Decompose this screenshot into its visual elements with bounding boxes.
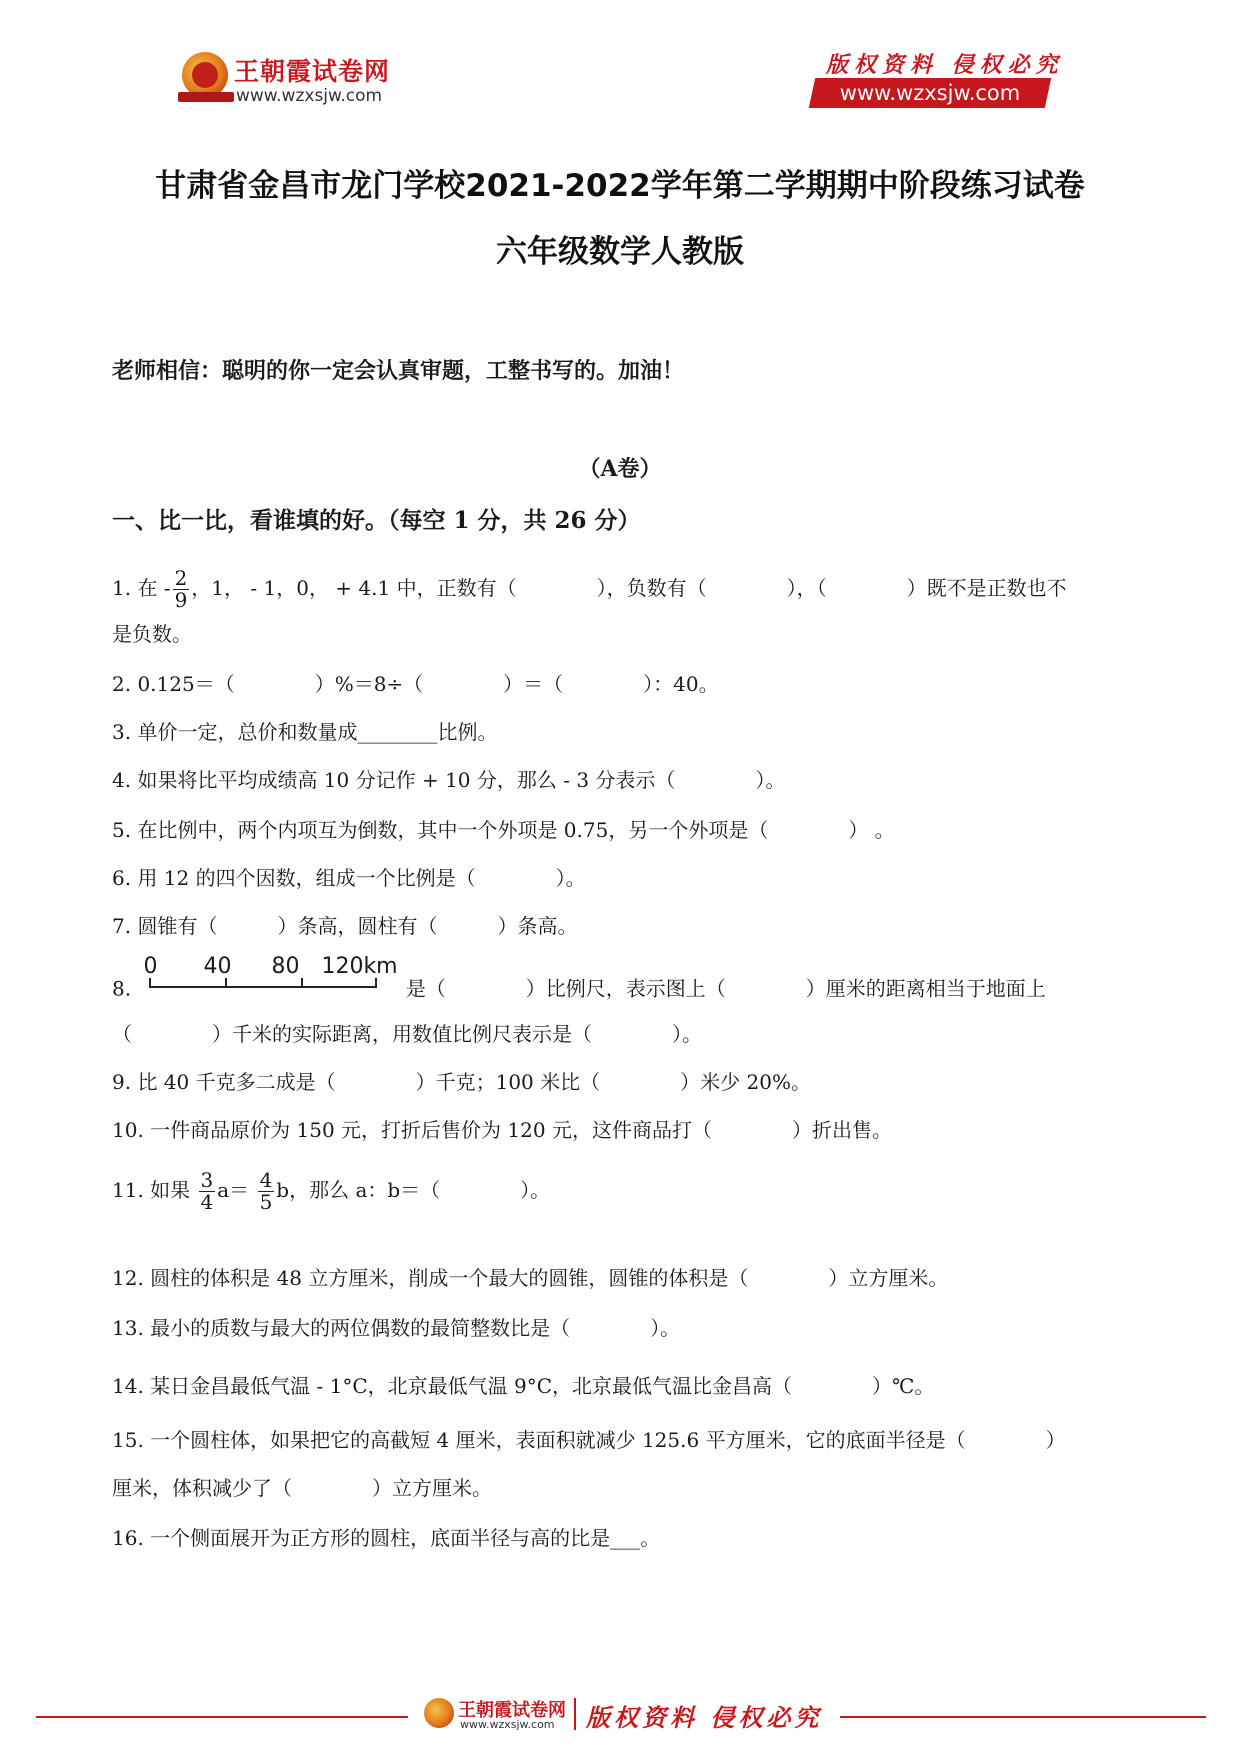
footer-site-url: www.wzxsjw.com: [460, 1718, 555, 1731]
footer-logo: [424, 1696, 834, 1736]
copyright-banner: [812, 48, 1064, 110]
question-4: 4. 如果将比平均成绩高 10 分记作 + 10 分，那么 - 3 分表示（ ）。: [112, 768, 786, 792]
q11-f2-den: 5: [259, 1190, 273, 1214]
scale-tick: [301, 978, 303, 988]
scale-label: 0: [143, 954, 158, 979]
footer-copyright: 版权资料 侵权必究: [586, 1703, 823, 1732]
question-16: 16. 一个侧面展开为正方形的圆柱，底面半径与高的比是___。: [112, 1526, 661, 1550]
copyright-url: www.wzxsjw.com: [839, 81, 1021, 105]
question-9: 9. 比 40 千克多二成是（ ）千克；100 米比（ ）米少 20%。: [112, 1070, 811, 1094]
q1-frac-den: 9: [174, 588, 188, 612]
question-2: 2. 0.125＝（ ）%＝8÷（ ）＝（ ）：40。: [112, 672, 719, 696]
question-12: 12. 圆柱的体积是 48 立方厘米，削成一个最大的圆锥，圆锥的体积是（ ）立方厘米。: [112, 1266, 949, 1290]
question-14: 14. 某日金昌最低气温 - 1°C，北京最低气温 9°C，北京最低气温比金昌高（ ）℃。: [112, 1374, 935, 1398]
q11-f1-den: 4: [200, 1190, 214, 1214]
scale-label: 120km: [321, 954, 398, 979]
footer-divider-right: [840, 1716, 1206, 1718]
question-15: 15. 一个圆柱体，如果把它的高截短 4 厘米，表面积就减少 125.6 平方厘米，它的底面半径是（ ）: [112, 1428, 1066, 1452]
site-logo: [182, 48, 422, 110]
q11-f2-num: 4: [259, 1168, 273, 1192]
question-8-cont: （ ）千米的实际距离，用数值比例尺表示是（ ）。: [112, 1022, 702, 1046]
question-1-cont: 是负数。: [112, 622, 192, 646]
question-6: 6. 用 12 的四个因数，组成一个比例是（ ）。: [112, 866, 586, 890]
question-11: [112, 1170, 550, 1213]
question-7: 7. 圆锥有（ ）条高，圆柱有（ ）条高。: [112, 914, 578, 938]
section-heading: 一、比一比，看谁填的好。（每空 1 分，共 26 分）: [112, 507, 641, 534]
q1-text-b: ，1， - 1，0， + 4.1 中，正数有（ ），负数有（ ），（ ）既不是正数也不: [191, 576, 1067, 600]
q1-text-a: 1. 在 -: [112, 576, 171, 600]
scale-line: [149, 986, 377, 988]
q11-text-a: 11. 如果: [112, 1178, 191, 1202]
q8-number: 8.: [112, 976, 132, 1001]
question-13: 13. 最小的质数与最大的两位偶数的最简整数比是（ ）。: [112, 1316, 681, 1340]
q8-text-a: 是（ ）比例尺，表示图上（ ）厘米的距离相当于地面上: [405, 976, 1046, 1001]
q11-text-b: a＝: [217, 1178, 250, 1202]
question-10: 10. 一件商品原价为 150 元，打折后售价为 120 元，这件商品打（ ）折出售。: [112, 1118, 892, 1142]
encouragement-text: 老师相信：聪明的你一定会认真审题，工整书写的。加油！: [112, 359, 685, 384]
question-1: [112, 568, 1067, 611]
logo-ribbon-icon: [178, 92, 234, 102]
copyright-url-box: [809, 78, 1051, 108]
q11-f1-num: 3: [200, 1168, 214, 1192]
scale-tick: [149, 978, 151, 988]
footer-site-name: 王朝霞试卷网: [458, 1700, 566, 1721]
document-subtitle: 六年级数学人教版: [496, 234, 744, 270]
q11-text-c: b，那么 a：b＝（ ）。: [276, 1178, 551, 1202]
question-15-cont: 厘米，体积减少了（ ）立方厘米。: [112, 1476, 492, 1500]
site-name: 王朝霞试卷网: [234, 57, 391, 86]
scale-label: 40: [203, 954, 232, 979]
scale-tick: [375, 978, 377, 988]
scale-label: 80: [271, 954, 300, 979]
q1-frac-num: 2: [174, 566, 188, 590]
q1-fraction: [173, 568, 190, 611]
site-url: www.wzxsjw.com: [236, 86, 383, 106]
footer-badge-icon: [424, 1698, 454, 1728]
scale-tick: [225, 978, 227, 988]
document-title: 甘肃省金昌市龙门学校2021-2022学年第二学期期中阶段练习试卷: [155, 168, 1085, 204]
volume-label: （A卷）: [578, 456, 662, 482]
question-3: 3. 单价一定，总价和数量成________比例。: [112, 720, 498, 744]
line-scale: [137, 956, 399, 996]
question-8: [112, 956, 1046, 1002]
q11-fraction-1: [199, 1170, 216, 1213]
footer-divider-left: [36, 1716, 408, 1718]
copyright-text: 版权资料 侵权必究: [826, 52, 1064, 78]
question-5: 5. 在比例中，两个内项互为倒数，其中一个外项是 0.75，另一个外项是（ ） 。: [112, 818, 895, 842]
footer-separator: [574, 1698, 576, 1730]
q11-fraction-2: [258, 1170, 275, 1213]
